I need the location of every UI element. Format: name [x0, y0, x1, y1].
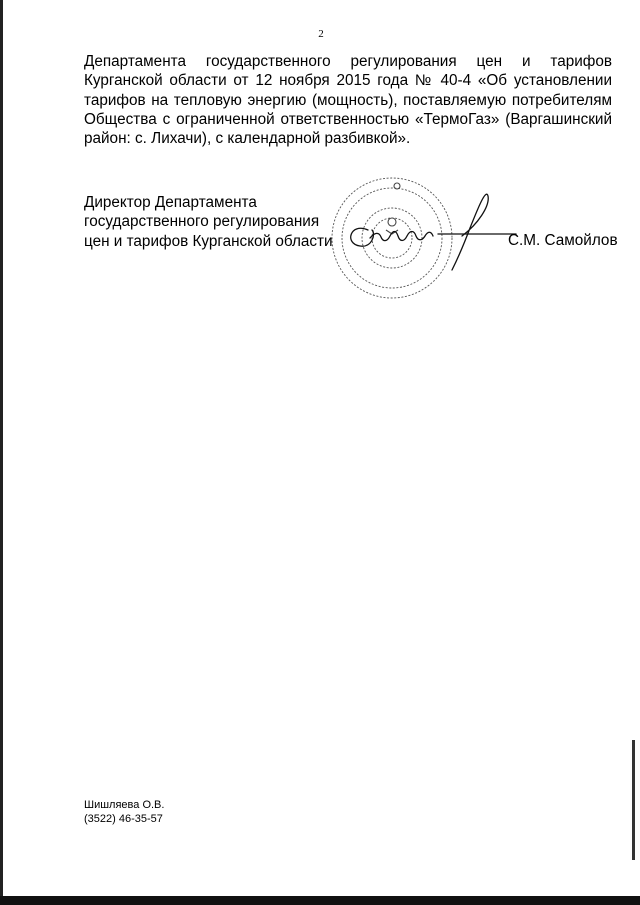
executor-info	[84, 798, 164, 826]
page-number: 2	[318, 28, 324, 40]
scan-edge-bottom	[0, 896, 640, 905]
signatory-title-line: государственного регулирования	[84, 213, 320, 231]
signatory-title-line: цен и тарифов Курганской области	[84, 232, 333, 250]
signature	[351, 194, 516, 270]
signatory-title-line: Директор Департамента	[84, 194, 257, 211]
executor-phone: (3522) 46-35-57	[84, 813, 163, 825]
scan-edge-left	[0, 0, 3, 905]
signer-name: С.М. Самойлов	[508, 232, 618, 249]
scan-edge-right	[632, 740, 635, 860]
stamp-and-signature	[320, 172, 520, 312]
body-paragraph: Департамента государственного регулирования цен и тарифов Курганской области от 12 ноября 2015 года № 40-4 «Об установлении тарифов на тепловую энергию (мощность), поставляемую потребителям Общества с ограниченной ответственностью «ТермоГаз» (Варгашинский район: с. Лихачи), с календарной разбивкой».	[84, 53, 612, 148]
official-stamp	[332, 178, 452, 298]
signatory-title	[84, 193, 334, 251]
executor-name: Шишляева О.В.	[84, 799, 165, 811]
